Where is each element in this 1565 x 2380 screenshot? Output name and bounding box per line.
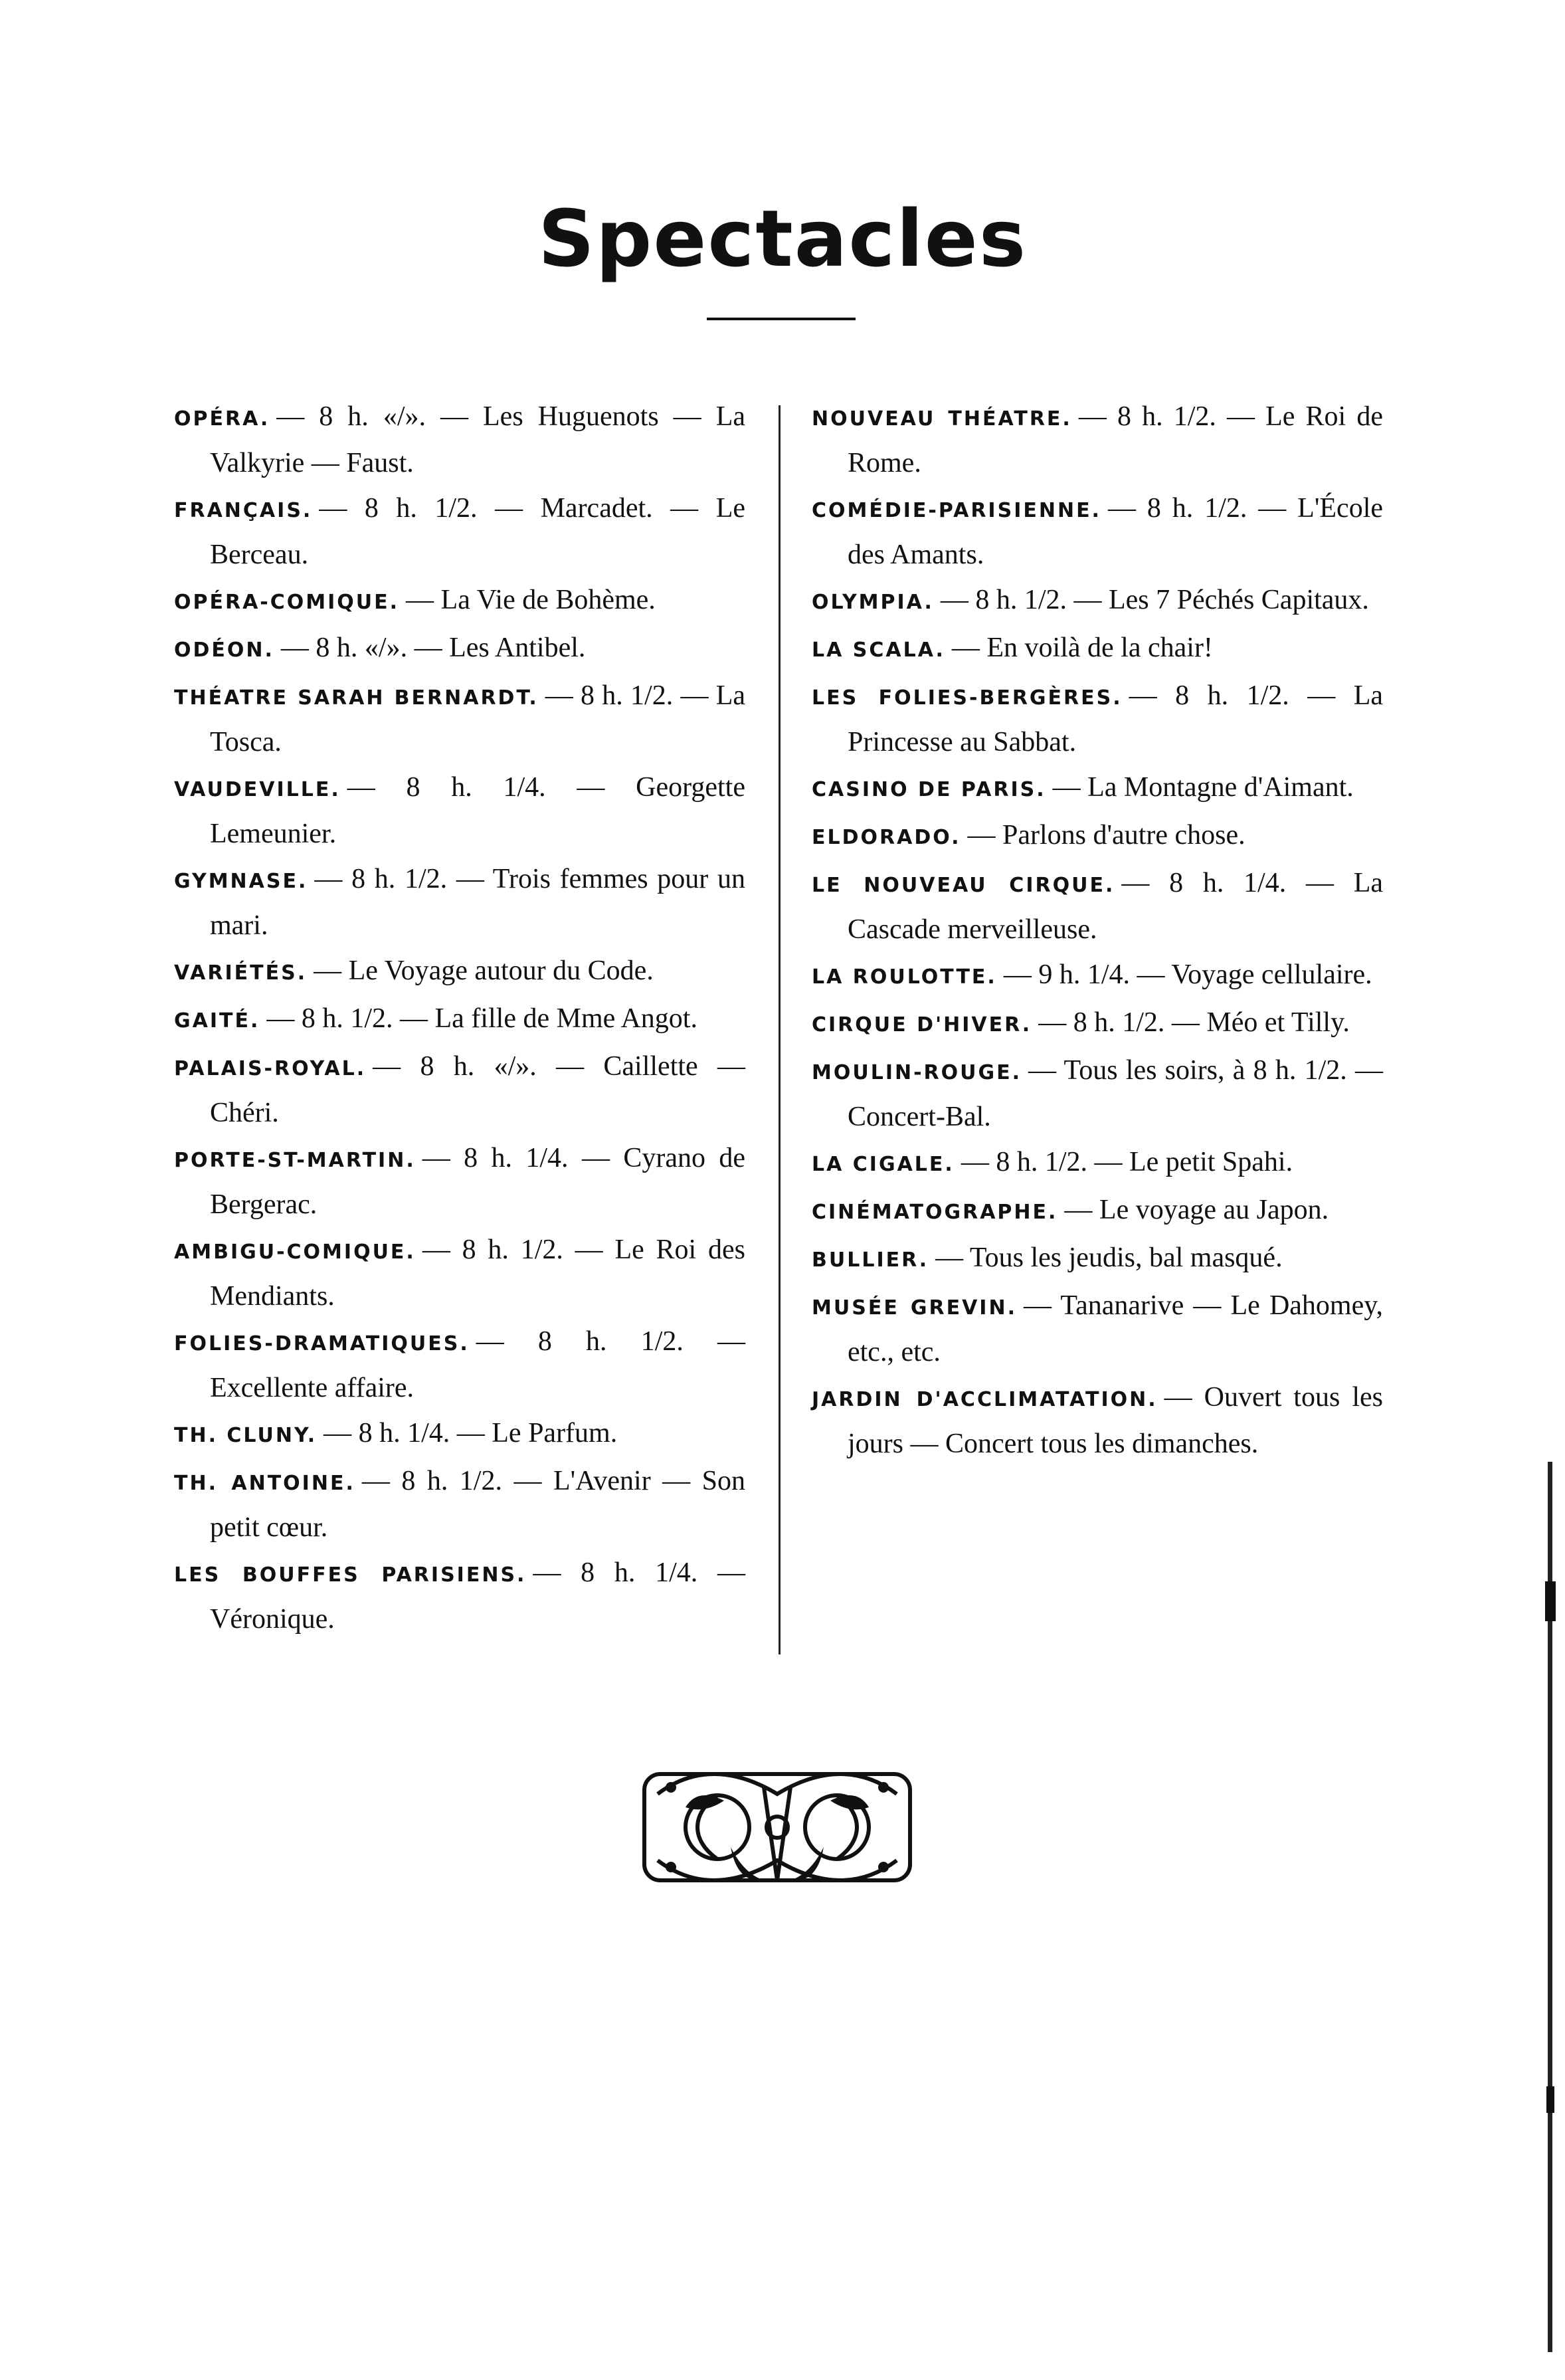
venue-name: JARDIN D'ACCLIMATATION. <box>812 1388 1158 1411</box>
venue-name: CIRQUE D'HIVER. <box>812 1013 1032 1037</box>
listing-entry <box>174 1044 745 1135</box>
venue-name: CINÉMATOGRAPHE. <box>812 1201 1058 1224</box>
venue-name: TH. CLUNY. <box>174 1424 318 1447</box>
listing-entry <box>174 1551 745 1641</box>
listing-text: — 8 h. 1/2. — L'Avenir — Son petit cœur. <box>210 1466 745 1543</box>
listing-text: — 8 h. 1/4. — La Cascade merveilleuse. <box>848 868 1383 945</box>
venue-name: OPÉRA-COMIQUE. <box>174 591 400 614</box>
venue-name: AMBIGU-COMIQUE. <box>174 1240 416 1264</box>
listing-text: — Tous les soirs, à 8 h. 1/2. — Concert-Bal. <box>848 1055 1383 1132</box>
venue-name: GAITÉ. <box>174 1009 260 1033</box>
listing-entry <box>812 1236 1383 1282</box>
listing-entry <box>812 578 1383 625</box>
venue-name: COMÉDIE-PARISIENNE. <box>812 499 1101 522</box>
venue-name: FRANÇAIS. <box>174 499 313 522</box>
listing-text: — 8 h. 1/2. — Excellente affaire. <box>210 1326 745 1403</box>
listing-entry <box>812 1375 1383 1466</box>
listing-text: — Le voyage au Japon. <box>1064 1195 1329 1225</box>
title-rule <box>707 318 856 320</box>
venue-name: OLYMPIA. <box>812 591 934 614</box>
venue-name: FOLIES-DRAMATIQUES. <box>174 1332 470 1355</box>
listing-entry <box>812 1001 1383 1047</box>
listing-text: — 8 h. 1/2. — L'École des Amants. <box>848 493 1383 570</box>
listing-text: — 8 h. 1/2. — Marcadet. — Le Berceau. <box>210 493 745 570</box>
listing-text: — Parlons d'autre chose. <box>967 820 1245 850</box>
listing-text: — 9 h. 1/4. — Voyage cellulaire. <box>1003 959 1372 990</box>
listing-entry <box>174 674 745 764</box>
venue-name: VARIÉTÉS. <box>174 961 308 985</box>
venue-name: VAUDEVILLE. <box>174 778 341 801</box>
listing-text: — 8 h. 1/2. — Le petit Spahi. <box>961 1147 1293 1177</box>
venue-name: CASINO DE PARIS. <box>812 778 1046 801</box>
listing-entry <box>812 486 1383 577</box>
listing-entry <box>812 395 1383 485</box>
right-column <box>812 395 1383 1467</box>
venue-name: MOULIN-ROUGE. <box>812 1061 1022 1084</box>
listing-entry <box>812 813 1383 860</box>
listing-text: — La Vie de Bohème. <box>406 585 656 615</box>
venue-name: LA ROULOTTE. <box>812 965 997 989</box>
listing-entry <box>812 1048 1383 1139</box>
listing-text: — 8 h. «/». — Les Huguenots — La Valkyrie — Faust. <box>210 401 745 478</box>
venue-name: BULLIER. <box>812 1248 929 1272</box>
listing-text: — 8 h. 1/4. — Le Parfum. <box>323 1418 618 1448</box>
listing-text: — La Montagne d'Aimant. <box>1052 772 1354 803</box>
listing-entry <box>812 1188 1383 1235</box>
listing-text: — Tananarive — Le Dahomey, etc., etc. <box>848 1290 1383 1367</box>
listing-entry <box>174 765 745 856</box>
listing-text: — 8 h. 1/4. — Georgette Lemeunier. <box>210 772 745 849</box>
listing-text: — 8 h. 1/2. — La fille de Mme Angot. <box>266 1003 697 1034</box>
listing-entry <box>174 949 745 995</box>
listing-text: — 8 h. 1/2. — Le Roi des Mendiants. <box>210 1235 745 1312</box>
venue-name: LES FOLIES-BERGÈRES. <box>812 686 1123 710</box>
listing-entry <box>174 857 745 947</box>
listing-text: — 8 h. 1/2. — Les 7 Péchés Capitaux. <box>940 585 1369 615</box>
ornament-icon <box>631 1747 923 1907</box>
venue-name: LES BOUFFES PARISIENS. <box>174 1563 527 1587</box>
listing-text: — Le Voyage autour du Code. <box>314 955 654 986</box>
listing-entry <box>812 1284 1383 1374</box>
venue-name: PALAIS-ROYAL. <box>174 1057 367 1080</box>
listing-entry <box>812 674 1383 764</box>
page-edge-mark <box>1545 1462 1556 2352</box>
venue-name: THÉATRE SARAH BERNARDT. <box>174 686 539 710</box>
listing-entry <box>174 1411 745 1458</box>
listing-entry <box>174 1459 745 1549</box>
listing-entry <box>174 626 745 672</box>
venue-name: NOUVEAU THÉATRE. <box>812 407 1072 431</box>
listing-text: — 8 h. 1/2. — Trois femmes pour un mari. <box>210 864 745 941</box>
listing-text: — 8 h. 1/2. — Méo et Tilly. <box>1038 1007 1350 1038</box>
listing-entry <box>174 395 745 485</box>
listing-text: — 8 h. 1/4. — Véronique. <box>210 1557 745 1635</box>
venue-name: TH. ANTOINE. <box>174 1472 355 1495</box>
listing-text: — 8 h. 1/2. — Le Roi de Rome. <box>848 401 1383 478</box>
listing-text: — 8 h. «/». — Les Antibel. <box>280 633 586 663</box>
listing-entry <box>174 1136 745 1227</box>
listing-entry <box>174 1228 745 1318</box>
listing-entry <box>812 1140 1383 1187</box>
venue-name: ODÉON. <box>174 639 274 662</box>
venue-name: GYMNASE. <box>174 870 308 893</box>
listing-text: — 8 h. 1/4. — Cyrano de Bergerac. <box>210 1143 745 1220</box>
listing-entry <box>174 578 745 625</box>
page-title: Spectacles <box>537 193 1028 284</box>
listing-entry <box>174 486 745 577</box>
venue-name: ELDORADO. <box>812 826 961 849</box>
listing-entry <box>174 997 745 1043</box>
venue-name: LA CIGALE. <box>812 1153 955 1176</box>
listing-text: — En voilà de la chair! <box>951 633 1213 663</box>
venue-name: OPÉRA. <box>174 407 270 431</box>
column-divider <box>779 405 781 1654</box>
venue-name: MUSÉE GREVIN. <box>812 1296 1017 1320</box>
listing-text: — Tous les jeudis, bal masqué. <box>935 1242 1283 1273</box>
listing-entry <box>812 953 1383 999</box>
listing-text: — 8 h. 1/2. — La Princesse au Sabbat. <box>848 680 1383 757</box>
venue-name: LA SCALA. <box>812 639 945 662</box>
listing-entry <box>174 1320 745 1410</box>
listing-text: — 8 h. «/». — Caillette — Chéri. <box>210 1051 745 1128</box>
listing-entry <box>812 861 1383 951</box>
left-column <box>174 395 745 1642</box>
listing-entry <box>812 626 1383 672</box>
listing-text: — 8 h. 1/2. — La Tosca. <box>210 680 746 757</box>
venue-name: LE NOUVEAU CIRQUE. <box>812 874 1115 897</box>
venue-name: PORTE-ST-MARTIN. <box>174 1149 416 1172</box>
listing-text: — Ouvert tous les jours — Concert tous les dimanches. <box>848 1382 1383 1459</box>
listing-entry <box>812 765 1383 812</box>
